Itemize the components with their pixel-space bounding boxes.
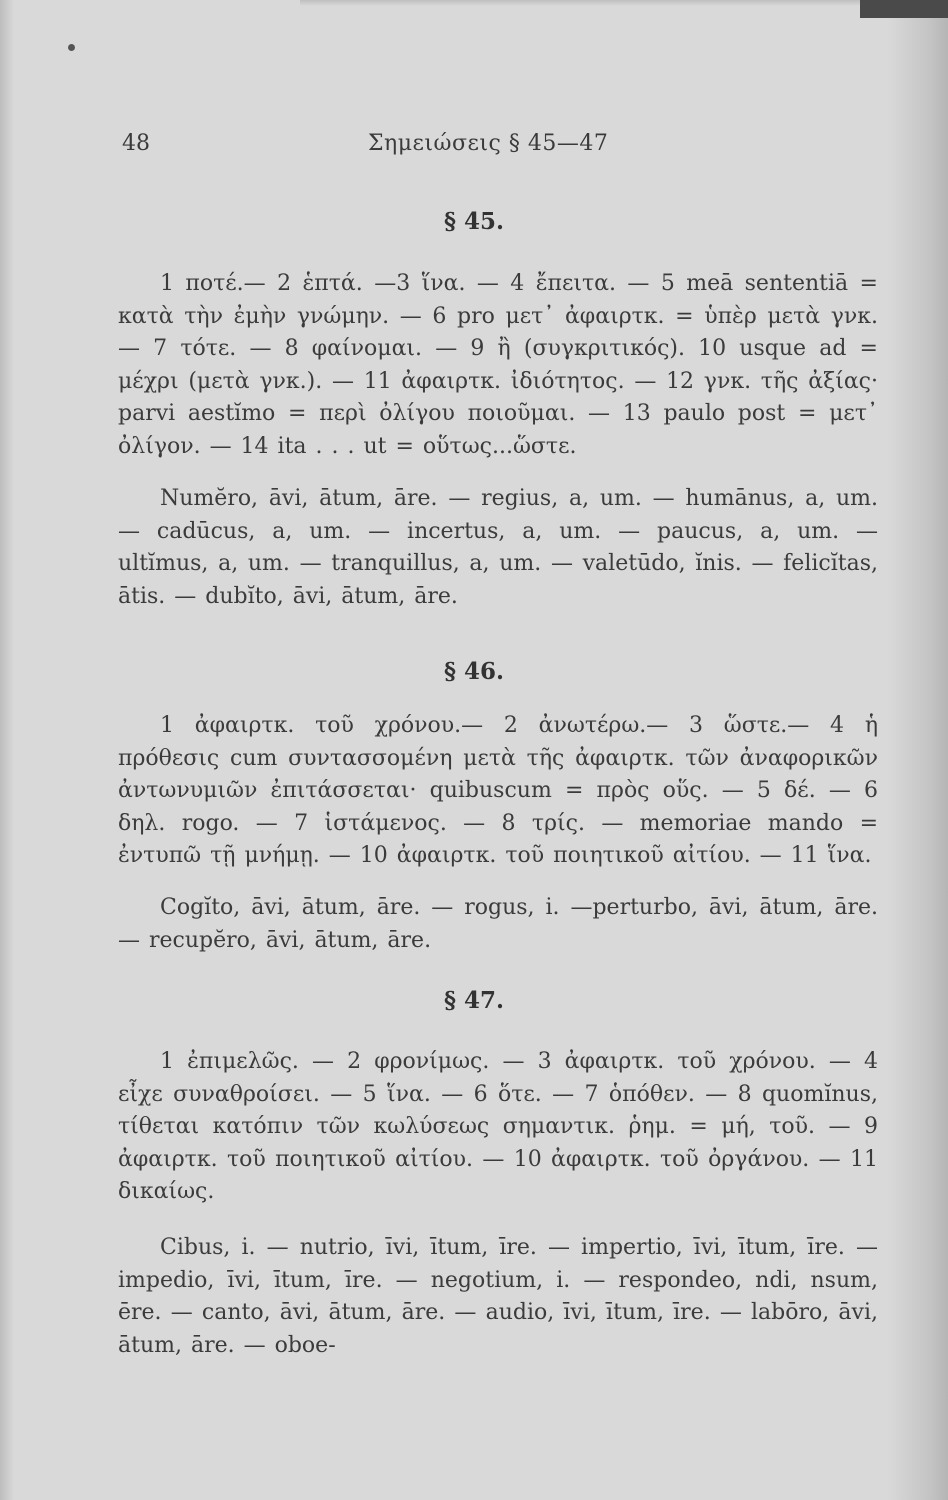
section-46-notes xyxy=(118,710,878,873)
page-number: 48 xyxy=(122,131,150,156)
section-47-notes xyxy=(118,1046,878,1209)
section-45-notes xyxy=(118,268,878,463)
section-46-notes-text: 1 ἀφαιρτκ. τοῦ χρόνου.— 2 ἀνωτέρω.— 3 ὥστε.— 4 ἡ πρόθεσις cum συντασσομένη μετὰ τῆς ἀφαιρτκ. τῶν ἀναφορικῶν ἀντωνυμιῶν ἐπιτάσσεται· quibuscum = πρὸς οὕς. — 5 δέ. — 6 δηλ. rogo. — 7 ἱστάμενος. — 8 τρίς. — memoriae mando = ἐντυπῶ τῇ μνήμῃ. — 10 ἀφαιρτκ. τοῦ ποιητικοῦ αἰτίου. — 11 ἵνα. xyxy=(118,713,878,868)
section-title-47: § 47. xyxy=(443,987,505,1014)
section-title-45: § 45. xyxy=(443,208,505,235)
page-corner-dark xyxy=(860,0,948,18)
section-45-notes-text: 1 ποτέ.— 2 ἑπτά. —3 ἵνα. — 4 ἔπειτα. — 5 meā sententiā = κατὰ τὴν ἐμὴν γνώμην. — 6 pro μετ᾽ ἀφαιρτκ. = ὑπὲρ μετὰ γνκ. — 7 τότε. — 8 φαίνομαι. — 9 ἢ (συγκριτικός). 10 usque ad = μέχρι (μετὰ γνκ.). — 11 ἀφαιρτκ. ἰδιότητος. — 12 γνκ. τῆς ἀξίας· parvi aestĭmo = περὶ ὀλίγου ποιοῦμαι. — 13 paulo post = μετ᾽ ὀλίγον. — 14 ita . . . ut = οὕτως...ὥστε. xyxy=(118,271,878,459)
section-46-vocab-text: Cogĭto, āvi, ātum, āre. — rogus, i. —perturbo, āvi, ātum, āre. — recupĕro, āvi, ātum, āre. xyxy=(118,895,878,953)
section-47-vocab xyxy=(118,1232,878,1362)
section-46-vocab xyxy=(118,892,878,957)
page-top-shadow xyxy=(300,0,860,6)
section-title-46: § 46. xyxy=(443,658,505,685)
ink-spot xyxy=(68,44,75,51)
section-45-vocab-text: Numĕro, āvi, ātum, āre. — regius, a, um. — humānus, a, um. — cadūcus, a, um. — incertus, a, um. — paucus, a, um. — ultĭmus, a, um. — tranquillus, a, um. — valetūdo, ĭnis. — felicĭtas, ātis. — dubĭto, āvi, ātum, āre. xyxy=(118,486,878,609)
page-header xyxy=(122,128,882,160)
section-45-vocab xyxy=(118,483,878,613)
running-head: Σημειώσεις § 45—47 xyxy=(368,131,609,156)
section-47-notes-text: 1 ἐπιμελῶς. — 2 φρονίμως. — 3 ἀφαιρτκ. τοῦ χρόνου. — 4 εἶχε συναθροίσει. — 5 ἵνα. — 6 ὅτε. — 7 ὁπόθεν. — 8 quomĭnus, τίθεται κατόπιν τῶν κωλύσεως σημαντικ. ῥημ. = μή, τοῦ. — 9 ἀφαιρτκ. τοῦ ποιητικοῦ αἰτίου. — 10 ἀφαιρτκ. τοῦ ὀργάνου. — 11 δικαίως. xyxy=(118,1049,878,1204)
section-47-vocab-text: Cibus, i. — nutrio, īvi, ītum, īre. — impertio, īvi, ītum, īre. — impedio, īvi, ītum, īre. — negotium, i. — respondeo, ndi, nsum, ēre. — canto, āvi, ātum, āre. — audio, īvi, ītum, īre. — labōro, āvi, ātum, āre. — oboe- xyxy=(118,1235,878,1358)
